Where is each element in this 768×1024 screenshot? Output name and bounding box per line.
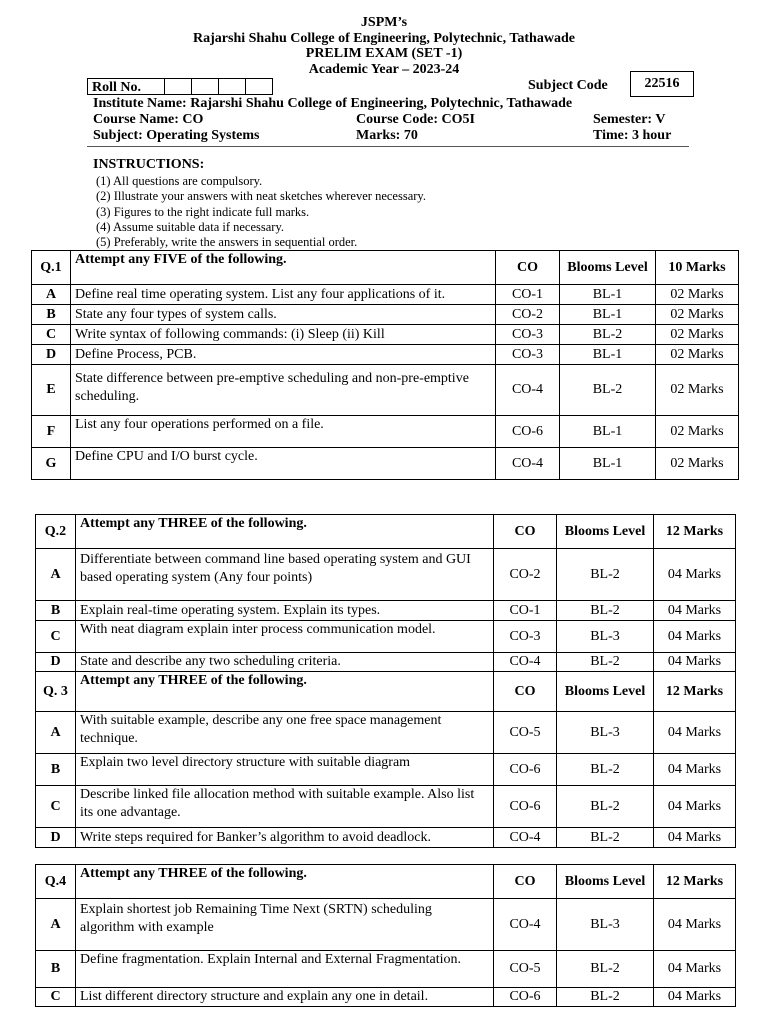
question-header-row	[36, 865, 736, 899]
marks-value: 04 Marks	[654, 549, 736, 601]
header-divider	[87, 146, 689, 147]
blooms-value: BL-2	[560, 325, 656, 345]
question-header-row	[36, 515, 736, 549]
question-row	[32, 325, 739, 345]
blooms-value: BL-2	[557, 828, 654, 848]
question-row	[32, 285, 739, 305]
sub-question-text: Describe linked file allocation method with suitable example. Also list its one advantage.	[76, 786, 494, 828]
co-value: CO-6	[494, 786, 557, 828]
co-value: CO-4	[494, 653, 557, 672]
sub-question-text: Write steps required for Banker’s algorithm to avoid deadlock.	[76, 828, 494, 848]
question-row	[36, 549, 736, 601]
question-instruction: Attempt any FIVE of the following.	[71, 251, 496, 285]
co-value: CO-6	[496, 416, 560, 448]
instructions-title: INSTRUCTIONS:	[93, 157, 205, 172]
sub-question-id: C	[36, 621, 76, 653]
sub-question-id: G	[32, 448, 71, 480]
co-value: CO-3	[494, 621, 557, 653]
co-value: CO-2	[496, 305, 560, 325]
co-value: CO-1	[496, 285, 560, 305]
sub-question-id: C	[36, 786, 76, 828]
marks-header: 12 Marks	[654, 515, 736, 549]
blooms-value: BL-2	[557, 951, 654, 988]
roll-number-cell[interactable]	[219, 78, 246, 95]
total-marks: Marks: 70	[356, 128, 418, 143]
blooms-value: BL-2	[557, 754, 654, 786]
co-header: CO	[494, 672, 557, 712]
roll-number-box	[87, 78, 273, 96]
marks-value: 04 Marks	[654, 601, 736, 621]
co-value: CO-5	[494, 712, 557, 754]
sub-question-text: Define fragmentation. Explain Internal and External Fragmentation.	[76, 951, 494, 988]
subject-code-label: Subject Code	[528, 78, 608, 93]
question-row	[36, 899, 736, 951]
sub-question-text: Explain two level directory structure with suitable diagram	[76, 754, 494, 786]
blooms-value: BL-3	[557, 712, 654, 754]
co-header: CO	[494, 865, 557, 899]
subject-code-value: 22516	[630, 71, 694, 97]
sub-question-text: State difference between pre-emptive scheduling and non-pre-emptive scheduling.	[71, 365, 496, 416]
exam-title: PRELIM EXAM (SET -1)	[305, 46, 463, 61]
sub-question-text: State any four types of system calls.	[71, 305, 496, 325]
question-row	[32, 365, 739, 416]
sub-question-text: List different directory structure and explain any one in detail.	[76, 988, 494, 1007]
instruction-item: (5) Preferably, write the answers in sequential order.	[96, 235, 358, 249]
co-value: CO-1	[494, 601, 557, 621]
instruction-item: (3) Figures to the right indicate full marks.	[96, 205, 310, 219]
question-number: Q.1	[32, 251, 71, 285]
sub-question-text: Define CPU and I/O burst cycle.	[71, 448, 496, 480]
question-row	[36, 988, 736, 1007]
blooms-value: BL-2	[557, 988, 654, 1007]
sub-question-id: C	[36, 988, 76, 1007]
marks-value: 04 Marks	[654, 951, 736, 988]
roll-number-cell[interactable]	[246, 78, 273, 95]
institute-name: Institute Name: Rajarshi Shahu College of Engineering, Polytechnic, Tathawade	[93, 96, 573, 111]
question-1-table	[31, 250, 739, 480]
question-row	[32, 416, 739, 448]
blooms-value: BL-2	[560, 365, 656, 416]
marks-value: 02 Marks	[656, 345, 739, 365]
sub-question-text: Write syntax of following commands: (i) Sleep (ii) Kill	[71, 325, 496, 345]
marks-value: 04 Marks	[654, 621, 736, 653]
marks-header: 10 Marks	[656, 251, 739, 285]
question-row	[36, 601, 736, 621]
co-value: CO-4	[494, 828, 557, 848]
marks-header: 12 Marks	[654, 672, 736, 712]
course-name: Course Name: CO	[93, 112, 204, 127]
sub-question-id: B	[36, 951, 76, 988]
blooms-value: BL-1	[560, 345, 656, 365]
blooms-value: BL-1	[560, 416, 656, 448]
sub-question-text: List any four operations performed on a file.	[71, 416, 496, 448]
course-code: Course Code: CO5I	[356, 112, 475, 127]
blooms-value: BL-2	[557, 653, 654, 672]
sub-question-id: A	[36, 899, 76, 951]
instruction-item: (1) All questions are compulsory.	[96, 174, 263, 188]
question-row	[36, 786, 736, 828]
roll-number-cell[interactable]	[192, 78, 219, 95]
blooms-value: BL-3	[557, 899, 654, 951]
sub-question-id: E	[32, 365, 71, 416]
sub-question-text: Explain shortest job Remaining Time Next (SRTN) scheduling algorithm with example	[76, 899, 494, 951]
instruction-item: (4) Assume suitable data if necessary.	[96, 220, 285, 234]
marks-value: 04 Marks	[654, 712, 736, 754]
question-row	[36, 828, 736, 848]
sub-question-text: With neat diagram explain inter process communication model.	[76, 621, 494, 653]
sub-question-text: State and describe any two scheduling criteria.	[76, 653, 494, 672]
marks-value: 02 Marks	[656, 305, 739, 325]
marks-value: 04 Marks	[654, 828, 736, 848]
co-header: CO	[496, 251, 560, 285]
instruction-item: (2) Illustrate your answers with neat sketches wherever necessary.	[96, 189, 426, 203]
question-row	[32, 345, 739, 365]
blooms-value: BL-2	[557, 786, 654, 828]
question-row	[32, 448, 739, 480]
semester: Semester: V	[593, 112, 666, 127]
sub-question-id: D	[36, 828, 76, 848]
sub-question-text: Differentiate between command line based operating system and GUI based operating system (Any four points)	[76, 549, 494, 601]
question-row	[32, 305, 739, 325]
co-header: CO	[494, 515, 557, 549]
co-value: CO-4	[496, 365, 560, 416]
sub-question-id: B	[36, 601, 76, 621]
co-value: CO-3	[496, 325, 560, 345]
co-value: CO-6	[494, 988, 557, 1007]
sub-question-id: C	[32, 325, 71, 345]
sub-question-text: Define Process, PCB.	[71, 345, 496, 365]
blooms-value: BL-1	[560, 448, 656, 480]
question-instruction: Attempt any THREE of the following.	[76, 672, 494, 712]
marks-value: 04 Marks	[654, 653, 736, 672]
sub-question-id: D	[32, 345, 71, 365]
subject-name: Subject: Operating Systems	[93, 128, 260, 143]
co-value: CO-2	[494, 549, 557, 601]
roll-number-cell[interactable]	[165, 78, 192, 95]
sub-question-id: F	[32, 416, 71, 448]
co-value: CO-3	[496, 345, 560, 365]
academic-year: Academic Year – 2023-24	[308, 62, 460, 77]
sub-question-text: Explain real-time operating system. Explain its types.	[76, 601, 494, 621]
marks-value: 02 Marks	[656, 285, 739, 305]
org-name: JSPM’s	[360, 15, 408, 30]
marks-header: 12 Marks	[654, 865, 736, 899]
marks-value: 02 Marks	[656, 365, 739, 416]
question-row	[36, 951, 736, 988]
sub-question-id: D	[36, 653, 76, 672]
co-value: CO-4	[496, 448, 560, 480]
marks-value: 02 Marks	[656, 416, 739, 448]
sub-question-id: A	[36, 549, 76, 601]
blooms-value: BL-3	[557, 621, 654, 653]
blooms-header: Blooms Level	[557, 515, 654, 549]
question-number: Q.2	[36, 515, 76, 549]
question-row	[36, 621, 736, 653]
blooms-value: BL-2	[557, 601, 654, 621]
exam-time: Time: 3 hour	[593, 128, 672, 143]
marks-value: 04 Marks	[654, 988, 736, 1007]
question-header-row	[32, 251, 739, 285]
sub-question-text: Define real time operating system. List any four applications of it.	[71, 285, 496, 305]
sub-question-id: B	[36, 754, 76, 786]
marks-value: 04 Marks	[654, 754, 736, 786]
blooms-value: BL-2	[557, 549, 654, 601]
marks-value: 02 Marks	[656, 325, 739, 345]
question-row	[36, 754, 736, 786]
college-name: Rajarshi Shahu College of Engineering, Polytechnic, Tathawade	[193, 31, 575, 46]
question-instruction: Attempt any THREE of the following.	[76, 865, 494, 899]
question-4-table	[35, 864, 736, 1007]
question-row	[36, 653, 736, 672]
marks-value: 04 Marks	[654, 786, 736, 828]
blooms-value: BL-1	[560, 305, 656, 325]
question-2-3-table	[35, 514, 736, 848]
roll-number-label: Roll No.	[87, 78, 165, 95]
blooms-header: Blooms Level	[557, 865, 654, 899]
co-value: CO-6	[494, 754, 557, 786]
question-number: Q.4	[36, 865, 76, 899]
question-number: Q. 3	[36, 672, 76, 712]
question-row	[36, 712, 736, 754]
sub-question-id: A	[32, 285, 71, 305]
question-instruction: Attempt any THREE of the following.	[76, 515, 494, 549]
sub-question-text: With suitable example, describe any one free space management technique.	[76, 712, 494, 754]
blooms-header: Blooms Level	[560, 251, 656, 285]
co-value: CO-5	[494, 951, 557, 988]
sub-question-id: B	[32, 305, 71, 325]
marks-value: 04 Marks	[654, 899, 736, 951]
question-header-row	[36, 672, 736, 712]
blooms-header: Blooms Level	[557, 672, 654, 712]
marks-value: 02 Marks	[656, 448, 739, 480]
sub-question-id: A	[36, 712, 76, 754]
co-value: CO-4	[494, 899, 557, 951]
blooms-value: BL-1	[560, 285, 656, 305]
